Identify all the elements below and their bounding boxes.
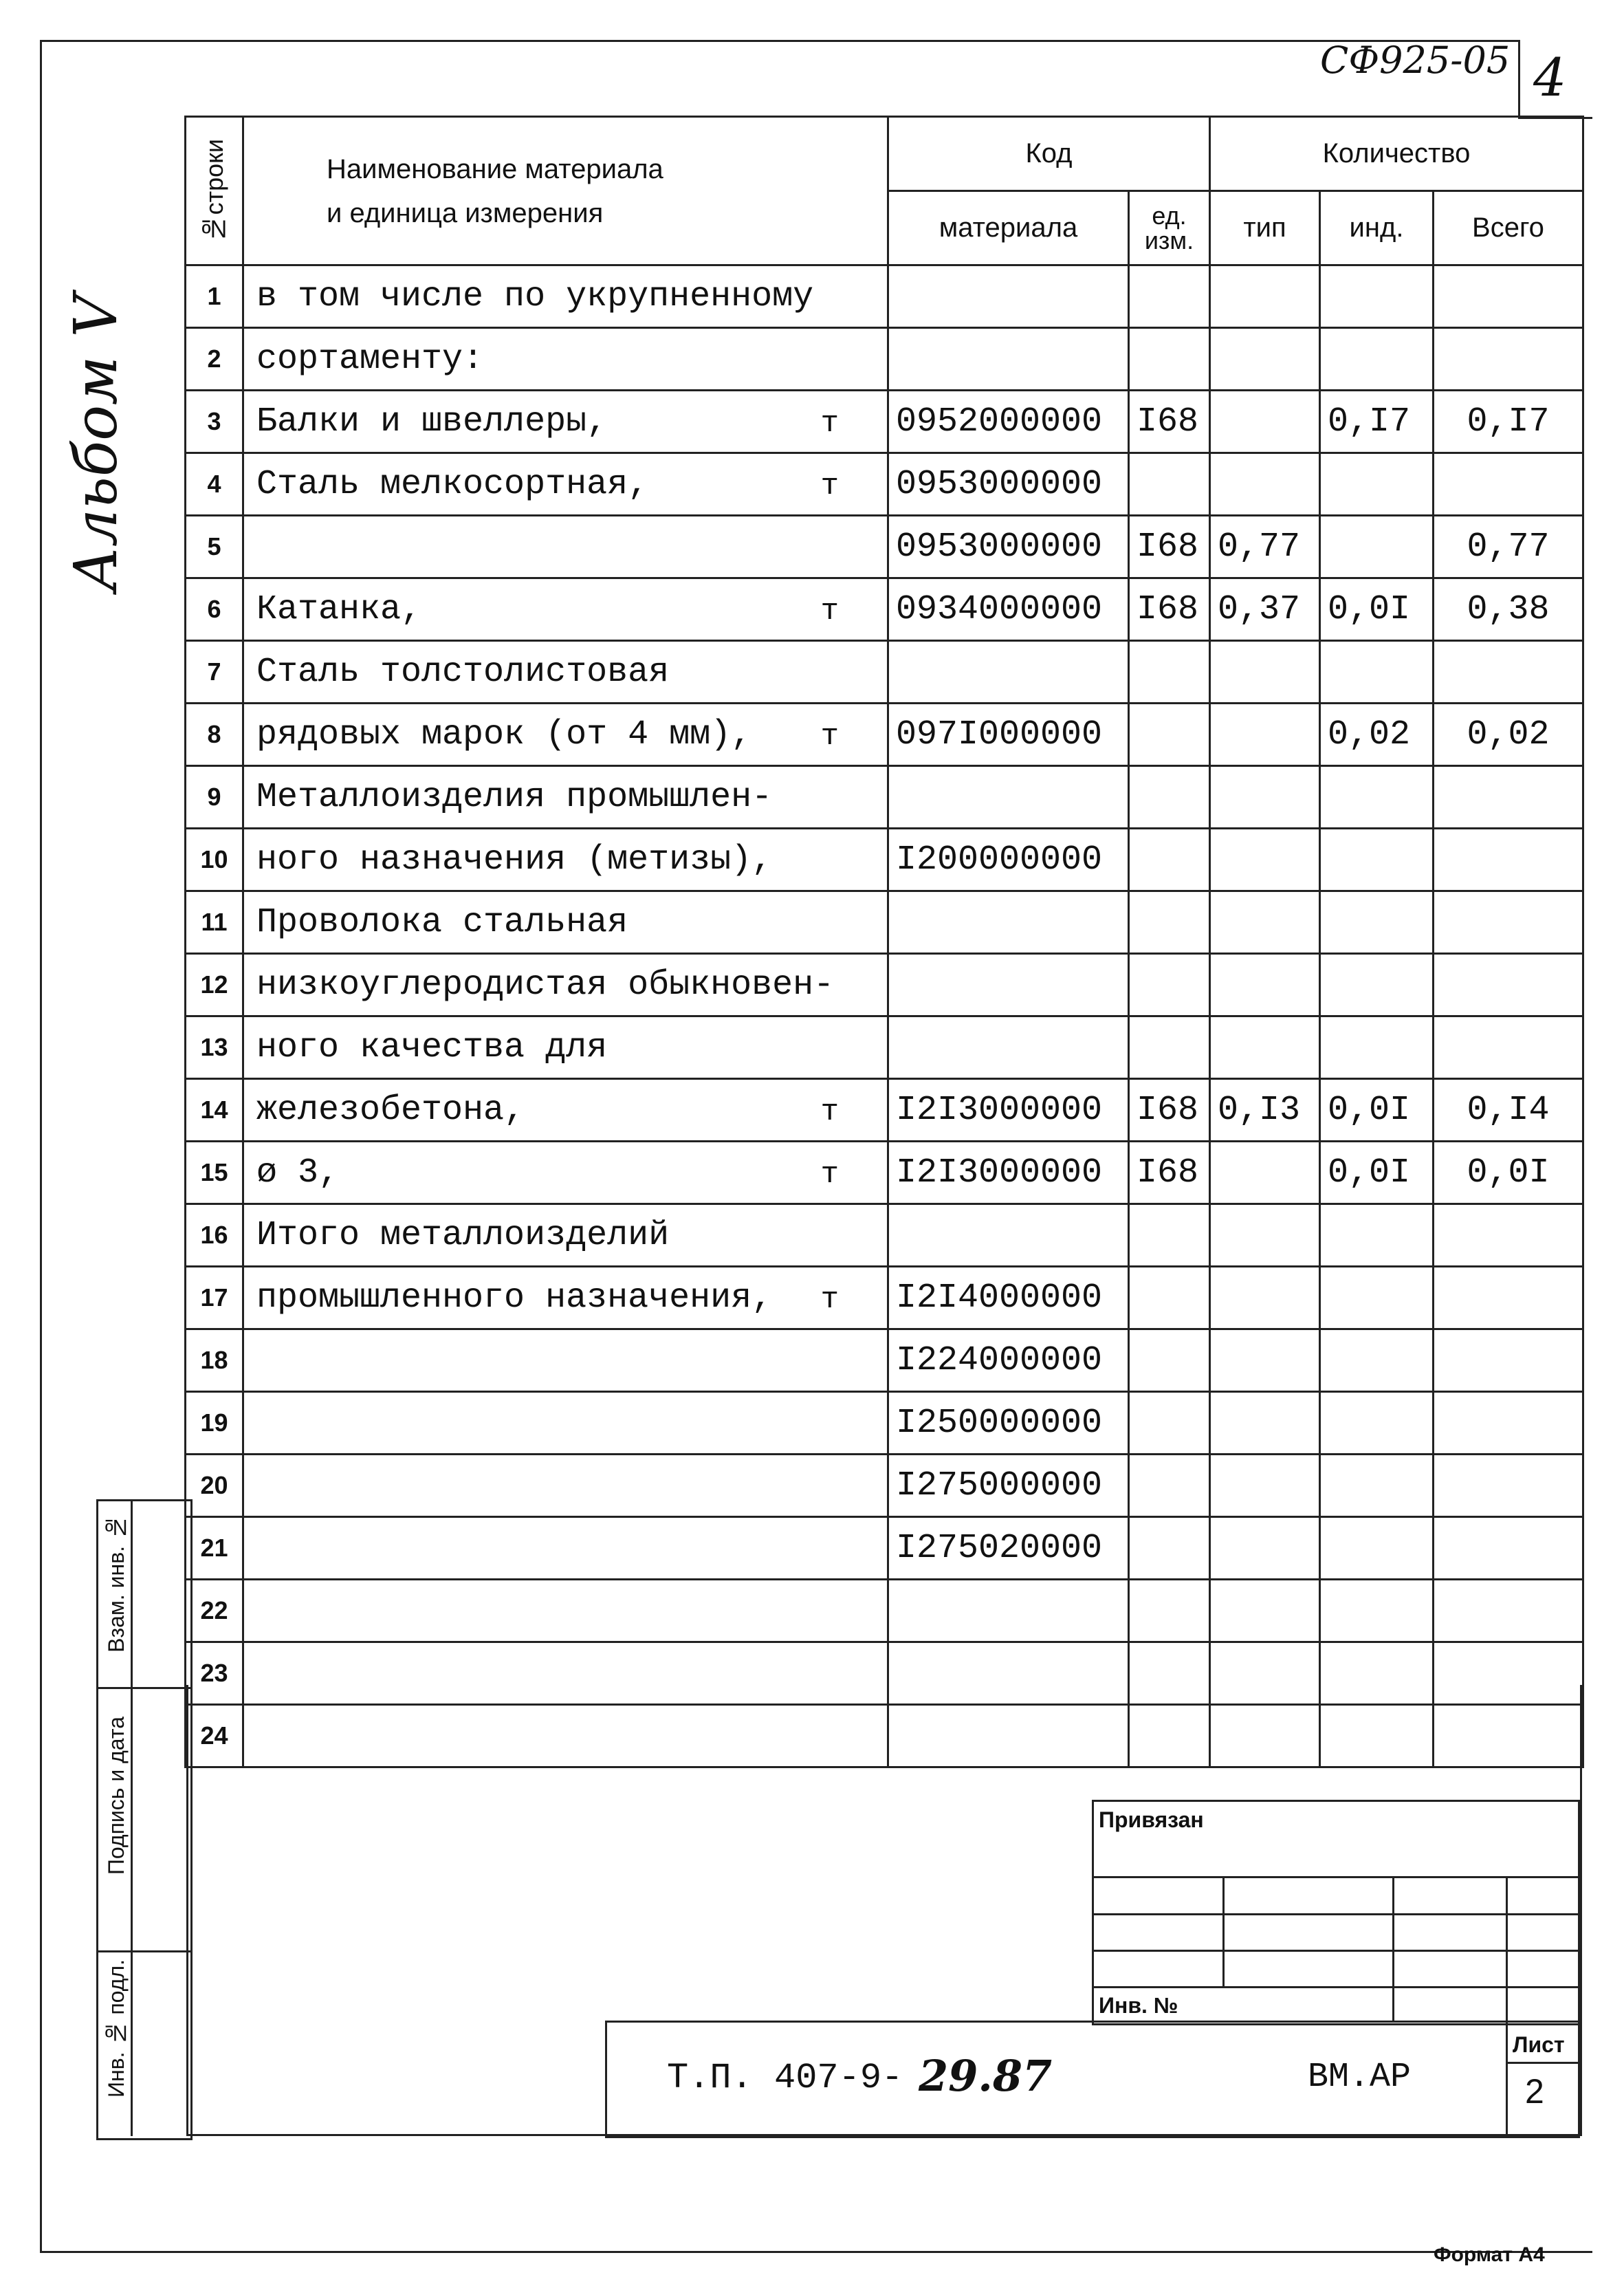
material-name-text: Итого металлоизделий <box>256 1215 670 1255</box>
qty-total <box>1434 641 1583 704</box>
table-row <box>186 1079 1583 1142</box>
inv-no-label: Инв. № <box>1099 1993 1178 2018</box>
col-qty-ind: инд. <box>1320 191 1434 265</box>
qty-total-text: 0,I7 <box>1467 402 1550 442</box>
material-code <box>888 891 1129 954</box>
material-name-text: ного качества для <box>256 1027 608 1067</box>
material-name <box>243 891 888 954</box>
material-name-text: промышленного назначения, <box>256 1278 773 1318</box>
table-row <box>186 766 1583 829</box>
table-row <box>186 265 1583 328</box>
stamp-line-4 <box>1092 1986 1578 1988</box>
row-number-text: 10 <box>200 845 228 873</box>
col-code-group: Код <box>888 117 1210 191</box>
qty-type <box>1210 453 1320 516</box>
qty-type <box>1210 1142 1320 1204</box>
qty-ind <box>1320 1580 1434 1642</box>
material-code <box>888 829 1129 891</box>
material-name-text: ø 3, <box>256 1153 340 1193</box>
format-label: Формат А4 <box>1434 2243 1545 2266</box>
table-row <box>186 829 1583 891</box>
unit-text: т <box>820 594 839 629</box>
row-number <box>186 578 243 641</box>
row-number <box>186 829 243 891</box>
qty-type <box>1210 1329 1320 1392</box>
col-qty-group: Количество <box>1210 117 1583 191</box>
material-code <box>888 1329 1129 1392</box>
qty-type <box>1210 391 1320 453</box>
qty-total <box>1434 1392 1583 1455</box>
row-number-text: 17 <box>200 1283 228 1311</box>
unit-code <box>1129 1329 1210 1392</box>
qty-total <box>1434 766 1583 829</box>
material-code-text: I2I3000000 <box>896 1153 1103 1193</box>
qty-ind <box>1320 1267 1434 1329</box>
material-code-text: I2I4000000 <box>896 1278 1103 1318</box>
qty-total <box>1434 516 1583 578</box>
row-number <box>186 1580 243 1642</box>
table-row <box>186 1392 1583 1455</box>
qty-type <box>1210 1580 1320 1642</box>
row-number <box>186 265 243 328</box>
table-row <box>186 641 1583 704</box>
unit-text: т <box>820 1283 839 1317</box>
row-number-text: 16 <box>200 1221 228 1249</box>
table-row <box>186 1204 1583 1267</box>
side-label-podpis: Подпись и дата <box>104 1717 129 1875</box>
material-code-text: I2I3000000 <box>896 1090 1103 1130</box>
material-name <box>243 1455 888 1517</box>
qty-total <box>1434 578 1583 641</box>
qty-total <box>1434 1580 1583 1642</box>
row-number <box>186 328 243 391</box>
material-name <box>243 1329 888 1392</box>
material-code-text: I200000000 <box>896 840 1103 880</box>
material-code <box>888 766 1129 829</box>
qty-total <box>1434 328 1583 391</box>
unit-code <box>1129 391 1210 453</box>
qty-type <box>1210 704 1320 766</box>
qty-total <box>1434 1142 1583 1204</box>
material-name-text: Металлоизделия промышлен- <box>256 777 773 817</box>
material-code <box>888 391 1129 453</box>
material-code-text: I250000000 <box>896 1403 1103 1443</box>
side-label-vzam: Взам. инв. № <box>104 1515 129 1653</box>
material-name <box>243 1580 888 1642</box>
row-number <box>186 641 243 704</box>
qty-type <box>1210 265 1320 328</box>
row-number-text: 13 <box>200 1033 228 1061</box>
qty-total <box>1434 704 1583 766</box>
qty-ind <box>1320 891 1434 954</box>
unit-code-text: I68 <box>1137 402 1199 442</box>
row-number <box>186 1267 243 1329</box>
qty-total <box>1434 1455 1583 1517</box>
material-name <box>243 1267 888 1329</box>
material-code <box>888 954 1129 1016</box>
table-row <box>186 954 1583 1016</box>
material-code <box>888 1079 1129 1142</box>
qty-total <box>1434 829 1583 891</box>
page-number: 4 <box>1533 47 1567 108</box>
row-number-text: 5 <box>207 532 221 560</box>
table-row <box>186 578 1583 641</box>
materials-table <box>184 116 1584 1768</box>
material-code-text: I275000000 <box>896 1466 1103 1505</box>
qty-ind <box>1320 1142 1434 1204</box>
row-number-text: 1 <box>207 282 221 310</box>
qty-total <box>1434 891 1583 954</box>
row-number <box>186 1392 243 1455</box>
material-code-text: 0934000000 <box>896 589 1103 629</box>
row-number-text: 4 <box>207 470 221 498</box>
qty-type <box>1210 1016 1320 1079</box>
unit-code <box>1129 1204 1210 1267</box>
material-code <box>888 265 1129 328</box>
row-number <box>186 1079 243 1142</box>
row-number-text: 24 <box>200 1721 228 1750</box>
material-code-text: 0952000000 <box>896 402 1103 442</box>
qty-total <box>1434 1204 1583 1267</box>
material-name <box>243 1517 888 1580</box>
row-number-text: 9 <box>207 783 221 811</box>
table-row <box>186 1329 1583 1392</box>
qty-ind-text: 0,0I <box>1328 589 1411 629</box>
row-number-text: 22 <box>200 1596 228 1624</box>
qty-total <box>1434 1267 1583 1329</box>
table-row <box>186 1517 1583 1580</box>
row-number <box>186 1016 243 1079</box>
row-number <box>186 954 243 1016</box>
qty-ind-text: 0,02 <box>1328 715 1411 754</box>
qty-type-text: 0,77 <box>1218 527 1301 567</box>
stamp-vline-1 <box>1222 1876 1225 1986</box>
unit-code <box>1129 453 1210 516</box>
unit-text: т <box>820 469 839 503</box>
material-code <box>888 453 1129 516</box>
unit-code <box>1129 829 1210 891</box>
stamp-vline-3 <box>1506 1876 1508 2021</box>
qty-ind-text: 0,0I <box>1328 1090 1411 1130</box>
tp-prefix: Т.П. 407-9- <box>667 2058 903 2098</box>
material-name-text: железобетона, <box>256 1090 525 1130</box>
qty-type <box>1210 891 1320 954</box>
qty-total <box>1434 1329 1583 1392</box>
material-name <box>243 954 888 1016</box>
material-name <box>243 328 888 391</box>
unit-text: т <box>820 719 839 754</box>
table-row <box>186 516 1583 578</box>
qty-ind <box>1320 704 1434 766</box>
material-name-text: сортаменту: <box>256 339 484 379</box>
unit-code <box>1129 704 1210 766</box>
unit-code <box>1129 328 1210 391</box>
row-number <box>186 891 243 954</box>
material-name <box>243 453 888 516</box>
qty-ind <box>1320 829 1434 891</box>
list-value: 2 <box>1525 2072 1544 2111</box>
qty-ind <box>1320 1079 1434 1142</box>
row-number-text: 6 <box>207 595 221 623</box>
qty-ind <box>1320 453 1434 516</box>
row-number-text: 14 <box>200 1096 228 1124</box>
material-name-text: Сталь мелкосортная, <box>256 464 649 504</box>
row-number <box>186 766 243 829</box>
unit-code-text: I68 <box>1137 1153 1199 1193</box>
row-number-text: 23 <box>200 1659 228 1687</box>
material-name-text: рядовых марок (от 4 мм), <box>256 715 752 754</box>
qty-type <box>1210 1392 1320 1455</box>
material-code <box>888 1392 1129 1455</box>
row-number <box>186 1517 243 1580</box>
qty-ind-text: 0,0I <box>1328 1153 1411 1193</box>
album-label: Альбом V <box>62 294 131 591</box>
material-code-text: I275020000 <box>896 1528 1103 1568</box>
qty-total-text: 0,0I <box>1467 1153 1550 1193</box>
unit-code <box>1129 1142 1210 1204</box>
row-number-text: 2 <box>207 345 221 373</box>
qty-ind <box>1320 1204 1434 1267</box>
unit-code-text: I68 <box>1137 527 1199 567</box>
qty-ind <box>1320 1016 1434 1079</box>
material-code <box>888 328 1129 391</box>
qty-type-text: 0,I3 <box>1218 1090 1301 1130</box>
material-code <box>888 578 1129 641</box>
table-row <box>186 704 1583 766</box>
document-code: СФ925-05 <box>1320 39 1511 82</box>
qty-type <box>1210 641 1320 704</box>
row-number-text: 19 <box>200 1408 228 1437</box>
unit-text: т <box>820 406 839 441</box>
qty-type <box>1210 829 1320 891</box>
qty-type <box>1210 1204 1320 1267</box>
material-code-text: 097I000000 <box>896 715 1103 754</box>
stamp-line-3 <box>1092 1950 1578 1952</box>
side-divider <box>96 1499 133 2136</box>
qty-ind-text: 0,I7 <box>1328 402 1411 442</box>
row-number-text: 21 <box>200 1534 228 1562</box>
qty-total <box>1434 391 1583 453</box>
material-code <box>888 704 1129 766</box>
qty-ind <box>1320 766 1434 829</box>
qty-type <box>1210 1517 1320 1580</box>
material-code-text: I224000000 <box>896 1340 1103 1380</box>
qty-type <box>1210 1267 1320 1329</box>
qty-type <box>1210 954 1320 1016</box>
qty-ind <box>1320 1517 1434 1580</box>
row-number <box>186 1204 243 1267</box>
table-row <box>186 453 1583 516</box>
material-code <box>888 1517 1129 1580</box>
qty-type <box>1210 1079 1320 1142</box>
material-name <box>243 1016 888 1079</box>
qty-type <box>1210 578 1320 641</box>
material-code <box>888 641 1129 704</box>
material-name <box>243 1079 888 1142</box>
material-name-text: Балки и швеллеры, <box>256 402 608 442</box>
material-name <box>243 1392 888 1455</box>
stamp-line-2 <box>1092 1913 1578 1915</box>
material-name <box>243 1204 888 1267</box>
row-number <box>186 704 243 766</box>
table-row <box>186 1580 1583 1642</box>
material-code <box>888 1142 1129 1204</box>
row-number <box>186 1142 243 1204</box>
list-hline <box>1506 2062 1578 2064</box>
unit-code <box>1129 954 1210 1016</box>
qty-total <box>1434 453 1583 516</box>
table-row <box>186 1142 1583 1204</box>
unit-text: т <box>820 1095 839 1129</box>
material-name <box>243 829 888 891</box>
qty-total <box>1434 1079 1583 1142</box>
col-material-name: Наименование материала и единица измерения <box>243 117 888 265</box>
table-row <box>186 891 1583 954</box>
row-number-text: 11 <box>201 908 228 936</box>
qty-ind <box>1320 1329 1434 1392</box>
col-row-number: №строки <box>186 117 243 265</box>
unit-code <box>1129 1455 1210 1517</box>
material-name <box>243 265 888 328</box>
qty-ind <box>1320 578 1434 641</box>
table-row <box>186 1455 1583 1517</box>
row-number-text: 20 <box>200 1471 228 1499</box>
row-number-text: 15 <box>200 1158 228 1186</box>
table-row <box>186 1267 1583 1329</box>
qty-ind <box>1320 516 1434 578</box>
unit-code <box>1129 1079 1210 1142</box>
stamp-line-1 <box>1092 1876 1578 1878</box>
row-number-text: 12 <box>200 970 228 999</box>
qty-total-text: 0,I4 <box>1467 1090 1550 1130</box>
row-number <box>186 1329 243 1392</box>
row-number-text: 3 <box>207 407 221 435</box>
col-code-unit: ед. изм. <box>1129 191 1210 265</box>
material-name-text: Катанка, <box>256 589 422 629</box>
row-number-text: 18 <box>200 1346 228 1374</box>
list-vline <box>1506 2021 1508 2134</box>
material-name-text: Сталь толстолистовая <box>256 652 670 692</box>
qty-total-text: 0,38 <box>1467 589 1550 629</box>
qty-type <box>1210 516 1320 578</box>
material-code <box>888 1016 1129 1079</box>
col-code-material: материала <box>888 191 1129 265</box>
unit-code-text: I68 <box>1137 1090 1199 1130</box>
material-code <box>888 1580 1129 1642</box>
unit-text: т <box>820 1157 839 1192</box>
material-name <box>243 578 888 641</box>
material-name-text: низкоуглеродистая обыкновен- <box>256 965 835 1005</box>
unit-code <box>1129 516 1210 578</box>
material-code <box>888 516 1129 578</box>
qty-ind <box>1320 641 1434 704</box>
material-code-text: 0953000000 <box>896 464 1103 504</box>
stamp-vline-2 <box>1392 1876 1394 2021</box>
qty-ind <box>1320 265 1434 328</box>
unit-code <box>1129 1517 1210 1580</box>
qty-ind <box>1320 391 1434 453</box>
qty-type <box>1210 766 1320 829</box>
qty-ind <box>1320 1392 1434 1455</box>
material-name <box>243 766 888 829</box>
material-name <box>243 516 888 578</box>
row-number <box>186 1455 243 1517</box>
list-label: Лист <box>1513 2032 1565 2057</box>
mark-code: ВМ.АР <box>1308 2058 1412 2097</box>
material-name <box>243 391 888 453</box>
qty-total <box>1434 265 1583 328</box>
qty-ind <box>1320 328 1434 391</box>
unit-code <box>1129 578 1210 641</box>
material-name <box>243 1142 888 1204</box>
side-label-inv-podl: Инв. № подл. <box>104 1959 129 2098</box>
unit-code <box>1129 891 1210 954</box>
unit-code <box>1129 1267 1210 1329</box>
col-qty-total: Всего <box>1434 191 1583 265</box>
material-code <box>888 1267 1129 1329</box>
unit-code <box>1129 766 1210 829</box>
qty-type <box>1210 1455 1320 1517</box>
unit-code <box>1129 641 1210 704</box>
tp-number: 29.87 <box>919 2051 1053 2101</box>
material-name-text: Проволока стальная <box>256 902 628 942</box>
row-number-text: 8 <box>207 720 221 748</box>
unit-code-text: I68 <box>1137 589 1199 629</box>
unit-code <box>1129 1016 1210 1079</box>
qty-total-text: 0,77 <box>1467 527 1550 567</box>
qty-type-text: 0,37 <box>1218 589 1301 629</box>
qty-total <box>1434 954 1583 1016</box>
unit-code <box>1129 1392 1210 1455</box>
material-code <box>888 1455 1129 1517</box>
qty-ind <box>1320 954 1434 1016</box>
qty-total-text: 0,02 <box>1467 715 1550 754</box>
material-code-text: 0953000000 <box>896 527 1103 567</box>
row-number <box>186 516 243 578</box>
table-row <box>186 391 1583 453</box>
row-number <box>186 391 243 453</box>
qty-ind <box>1320 1455 1434 1517</box>
table-row <box>186 328 1583 391</box>
col-qty-type: тип <box>1210 191 1320 265</box>
row-number-text: 7 <box>207 657 221 686</box>
unit-code <box>1129 265 1210 328</box>
material-name <box>243 641 888 704</box>
material-name-text: в том числе по укрупненному <box>256 276 814 316</box>
row-number <box>186 453 243 516</box>
table-row <box>186 1016 1583 1079</box>
unit-code <box>1129 1580 1210 1642</box>
qty-total <box>1434 1517 1583 1580</box>
material-name <box>243 704 888 766</box>
qty-type <box>1210 328 1320 391</box>
qty-total <box>1434 1016 1583 1079</box>
material-code <box>888 1204 1129 1267</box>
material-name-text: ного назначения (метизы), <box>256 840 773 880</box>
privyazan-label: Привязан <box>1099 1807 1204 1832</box>
